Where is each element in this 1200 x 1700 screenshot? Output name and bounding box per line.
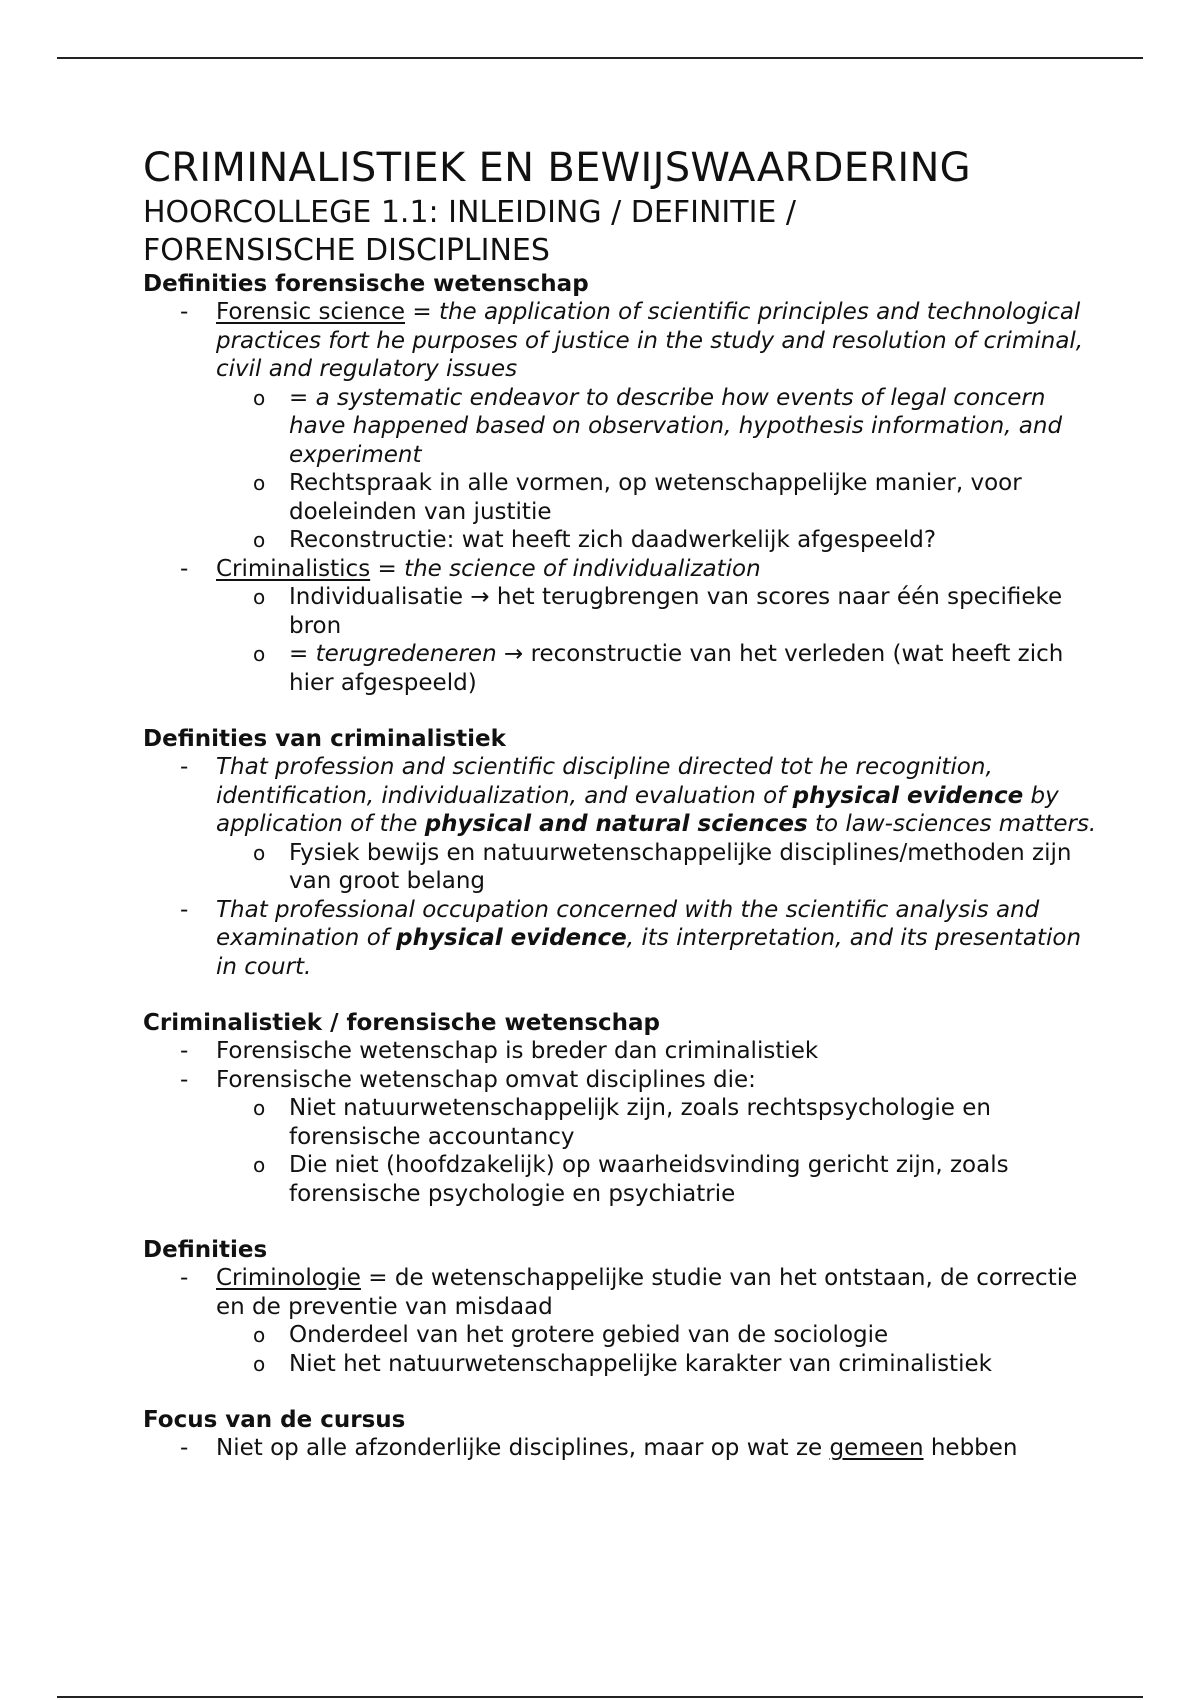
sub-list [143,1094,1103,1208]
section-heading: Criminalistiek / forensische wetenschap [143,1010,660,1036]
subtitle-line-1: HOORCOLLEGE 1.1: INLEIDING / DEFINITIE / [143,195,797,230]
sub-list [143,583,1103,697]
sub-list-item: o Onderdeel van het grotere gebied van de sociologie [143,1321,1103,1350]
section-course-focus [143,1406,1103,1463]
list-item: - That professional occupation concerned with the scientific analysis and examination of physical evidence, its interpretation, and its presentation in court. [143,896,1103,982]
sub-list-item: o Niet natuurwetenschappelijk zijn, zoals rechtspsychologie en forensische accountancy [143,1094,1103,1151]
sub-list-item: o = a systematic endeavor to describe how events of legal concern have happened based on observation, hypothesis information, and experiment [143,384,1103,470]
section-heading: Focus van de cursus [143,1407,406,1433]
bullet-list [143,1264,1103,1378]
section-criminalistics-forensic-science [143,1009,1103,1208]
section-heading: Definities van criminalistiek [143,726,506,752]
list-item: - Niet op alle afzonderlijke disciplines, maar op wat ze gemeen hebben [143,1434,1103,1463]
sub-list-item: o = terugredeneren → reconstructie van het verleden (wat heeft zich hier afgespeeld) [143,640,1103,697]
subtitle-line-2: FORENSISCHE DISCIPLINES [143,233,550,268]
sub-list [143,384,1103,555]
document-body [143,142,1103,1463]
section-heading: Definities [143,1237,268,1263]
definition-text: the science of individualization [404,555,761,582]
bullet-list [143,1434,1103,1463]
section-criminalistics-definitions [143,725,1103,981]
list-item: - Forensische wetenschap is breder dan criminalistiek [143,1037,1103,1066]
bullet-list [143,298,1103,697]
sub-list-item: o Individualisatie → het terugbrengen van scores naar één specifieke bron [143,583,1103,640]
sub-list [143,1321,1103,1378]
list-item: - Forensische wetenschap omvat disciplines die: o Niet natuurwetenschappelijk zijn, zoals rechtspsychologie en forensische accountancy o Die niet (hoofdzakelijk) op waarheidsvinding gericht zijn, zoals forensische psychologie en psychiatrie [143,1066,1103,1209]
list-item: - Criminalistics = the science of individualization o Individualisatie → het terugbrengen van scores naar één specifieke bron o = terugredeneren → reconstructie van het verleden (wat heeft zich hier afgespeeld) [143,555,1103,698]
sub-list [143,839,1103,896]
document-subtitle [143,194,1103,270]
term-forensic-science: Forensic science [216,299,406,325]
sub-list-item: o Fysiek bewijs en natuurwetenschappelijke disciplines/methoden zijn van groot belang [143,839,1103,896]
sub-list-item: o Rechtspraak in alle vormen, op wetenschappelijke manier, voor doeleinden van justitie [143,469,1103,526]
section-forensic-definitions [143,270,1103,697]
sub-list-item: o Niet het natuurwetenschappelijke karakter van criminalistiek [143,1350,1103,1379]
bottom-rule [57,1696,1143,1698]
definition-text: the application of scientific principles and technological practices fort he purposes of justice in the study and resolution of criminal, civil and regulatory issues [216,299,1084,382]
bullet-list [143,1037,1103,1208]
section-definitions [143,1236,1103,1378]
list-item: - Forensic science = the application of scientific principles and technological practices fort he purposes of justice in the study and resolution of criminal, civil and regulatory issues o = a systematic endeavor to describe how events of legal concern have happened based on observation, hypothesis information, and experiment o Rechtspraak in alle vormen, op wetenschappelijke manier, voor doeleinden van justitie o Reconstructie: wat heeft zich daadwerkelijk afgespeeld? [143,298,1103,555]
sub-list-item: o Die niet (hoofdzakelijk) op waarheidsvinding gericht zijn, zoals forensische psychologie en psychiatrie [143,1151,1103,1208]
section-heading: Definities forensische wetenschap [143,271,589,297]
bullet-list [143,753,1103,981]
sub-list-item: o Reconstructie: wat heeft zich daadwerkelijk afgespeeld? [143,526,1103,555]
term-criminologie: Criminologie [216,1265,361,1291]
top-rule [57,57,1143,59]
list-item: - Criminologie = de wetenschappelijke studie van het ontstaan, de correctie en de preventie van misdaad o Onderdeel van het grotere gebied van de sociologie o Niet het natuurwetenschappelijke karakter van criminalistiek [143,1264,1103,1378]
term-criminalistics: Criminalistics [216,555,371,582]
list-item: - That profession and scientific discipline directed tot he recognition, identification, individualization, and evaluation of physical evidence by application of the physical and natural sciences to law-sciences matters. o Fysiek bewijs en natuurwetenschappelijke disciplines/methoden zijn van groot belang [143,753,1103,896]
document-title: CRIMINALISTIEK EN BEWIJSWAARDERING [143,145,971,191]
